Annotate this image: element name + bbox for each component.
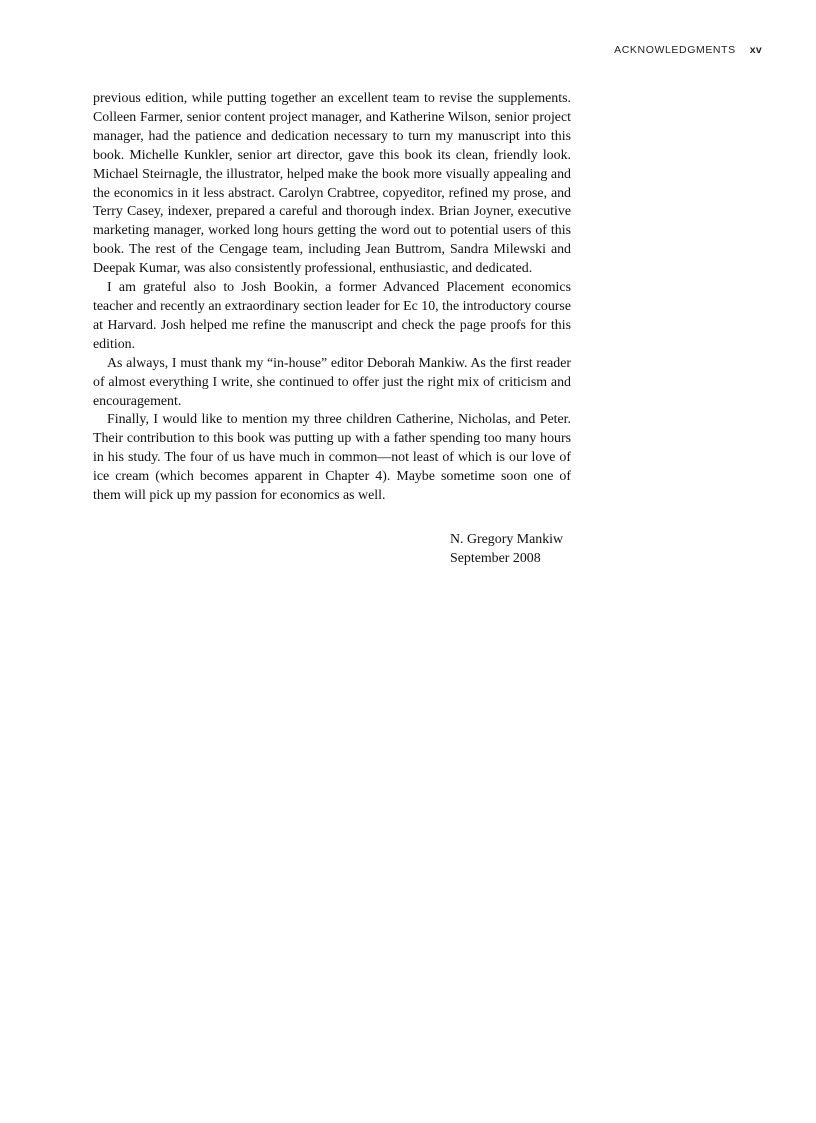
paragraph-children: Finally, I would like to mention my three children Catherine, Nicholas, and Peter. Their contribution to this book was putting up with a father spending too many hours in his study. The four of us have much in common—not least of which is our love of ice cream (which becomes apparent in Chapter 4). Maybe sometime soon one of them will pick up my passion for economics as well. [93,412,571,504]
paragraph-josh-bookin: I am grateful also to Josh Bookin, a former Advanced Placement economics teacher and recently an extraordinary section leader for Ec 10, the introductory course at Harvard. Josh helped me refine the manuscript and check the page proofs for this edition. [93,280,571,352]
acknowledgments-body [93,90,571,506]
running-head [614,44,762,56]
author-name: N. Gregory Mankiw [450,532,564,547]
paragraph-continued: previous edition, while putting together an excellent team to revise the supplements. Colleen Farmer, senior content project manager, and Katherine Wilson, senior project manager, had the patience and dedication necessary to turn my manuscript into this book. Michelle Kunkler, senior art director, gave this book its clean, friendly look. Michael Steirnagle, the illustrator, helped make the book more visually appealing and the economics in it less abstract. Carolyn Crabtree, copyeditor, refined my prose, and Terry Casey, indexer, prepared a careful and thorough index. Brian Joyner, executive marketing manager, worked long hours getting the word out to potential users of this book. The rest of the Cengage team, including Jean Buttrom, Sandra Milewski and Deepak Kumar, was also consistently professional, enthusiastic, and dedicated. [93,91,571,277]
paragraph-deborah-mankiw: As always, I must thank my “in-house” editor Deborah Mankiw. As the first reader of almost everything I write, she continued to offer just the right mix of criticism and encouragement. [93,355,571,409]
signature-date: September 2008 [450,550,541,566]
section-title: ACKNOWLEDGMENTS [614,44,736,56]
signature-block [450,531,563,569]
page-number: xv [749,44,762,56]
